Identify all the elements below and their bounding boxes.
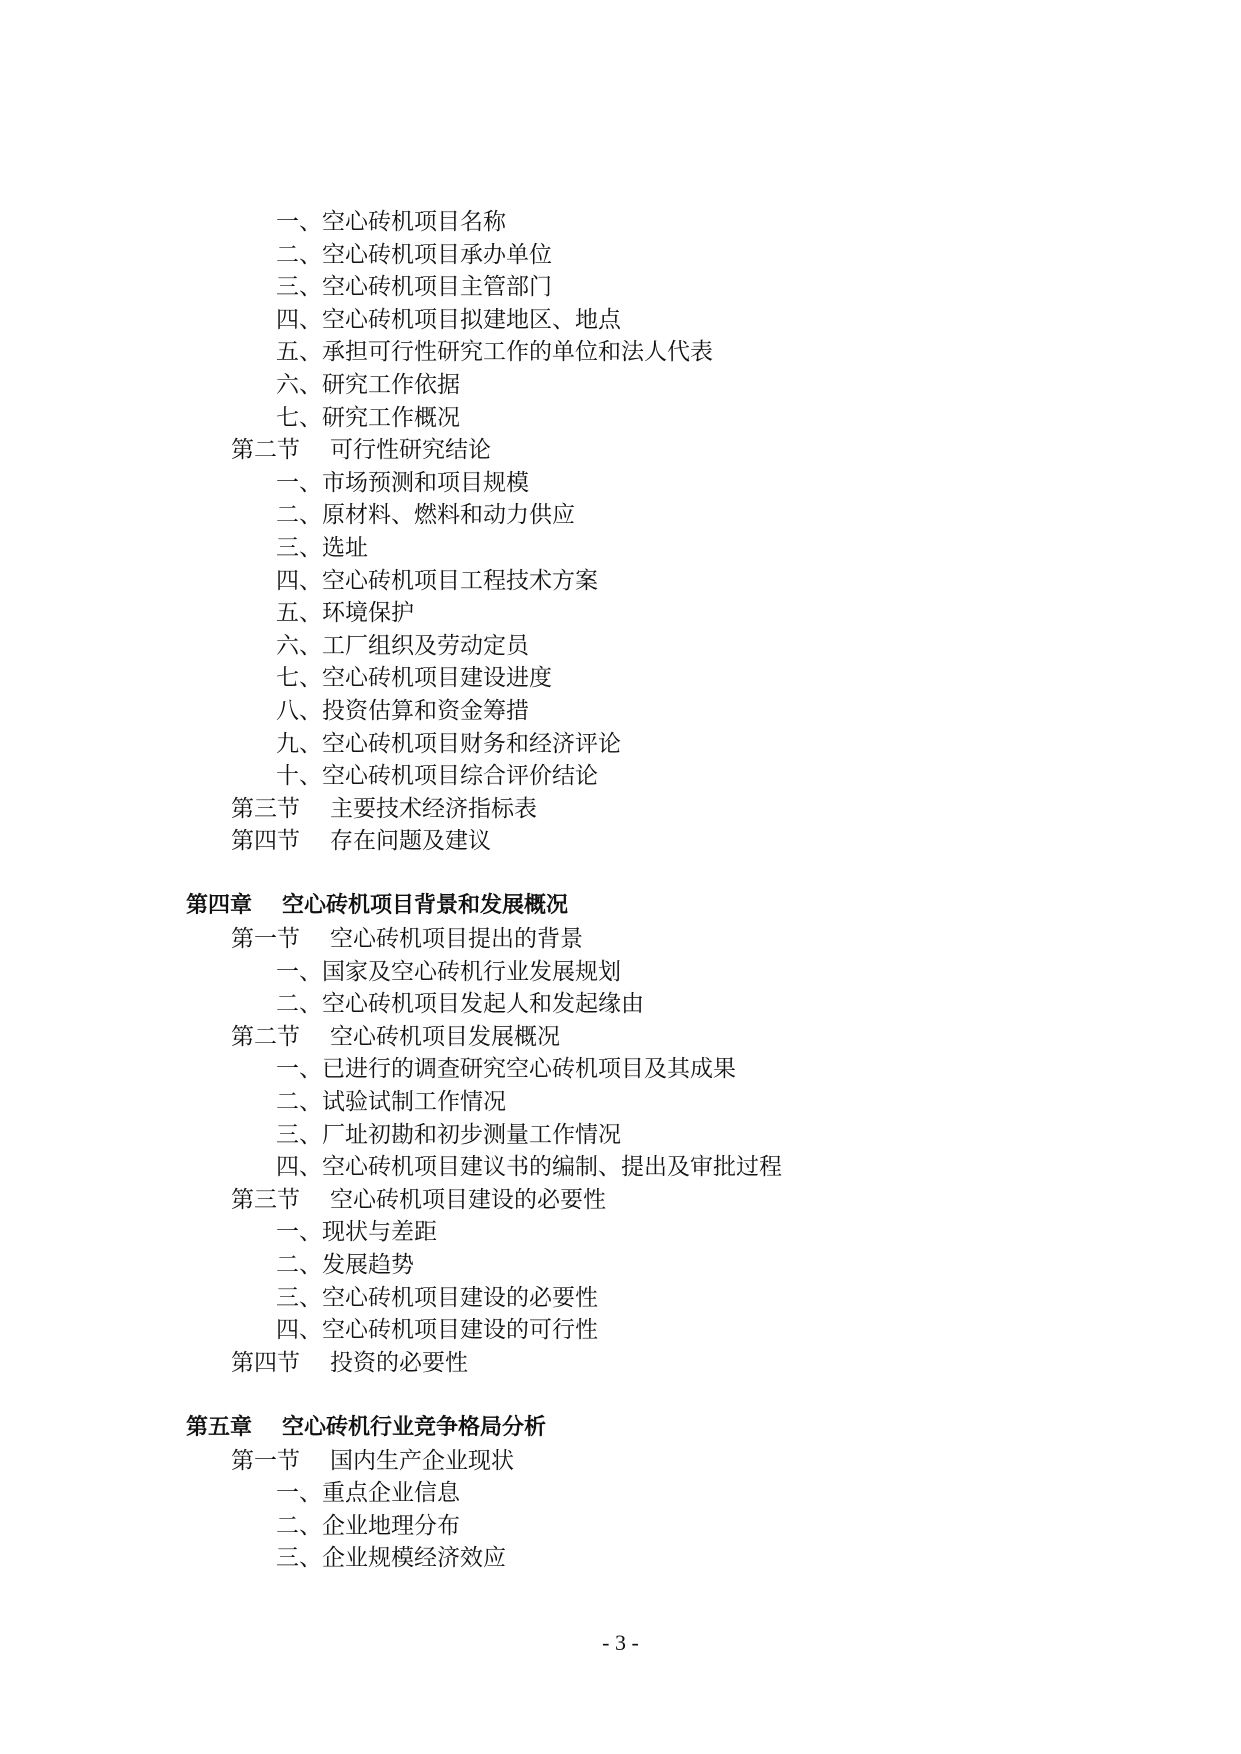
toc-item: 一、重点企业信息 [276,1480,460,1507]
toc-item: 三、企业规模经济效应 [276,1545,506,1572]
section-title: 国内生产企业现状 [330,1447,514,1474]
toc-chapter [186,1412,1146,1445]
toc-item: 四、空心砖机项目工程技术方案 [276,567,598,594]
spacer [186,858,1146,891]
section-label: 第一节 [231,926,300,953]
toc-item: 七、研究工作概况 [276,404,460,431]
toc-item: 一、现状与差距 [276,1219,437,1246]
toc-item: 五、环境保护 [276,600,414,627]
toc-item: 二、原材料、燃料和动力供应 [276,502,575,529]
spacer [186,1379,1146,1412]
toc-item: 一、国家及空心砖机行业发展规划 [276,958,621,985]
toc-item: 二、企业地理分布 [276,1512,460,1539]
chapter-label: 第五章 [186,1414,253,1440]
toc-item: 四、空心砖机项目建议书的编制、提出及审批过程 [276,1154,782,1181]
toc-item: 四、空心砖机项目建设的可行性 [276,1317,598,1344]
toc-item: 一、已进行的调查研究空心砖机项目及其成果 [276,1056,736,1083]
chapter-title: 空心砖机行业竞争格局分析 [282,1414,547,1440]
toc-section [186,1021,1146,1054]
section-title: 可行性研究结论 [330,437,491,464]
table-of-contents [186,206,1146,1575]
section-title: 主要技术经济指标表 [330,795,537,822]
section-title: 空心砖机项目建设的必要性 [330,1186,606,1213]
toc-item: 三、选址 [276,534,368,561]
toc-section [186,434,1146,467]
toc-item: 二、试验试制工作情况 [276,1089,506,1116]
toc-item: 九、空心砖机项目财务和经济评论 [276,730,621,757]
toc-chapter [186,890,1146,923]
toc-item: 一、空心砖机项目名称 [276,209,506,235]
section-title: 空心砖机项目提出的背景 [330,926,583,953]
toc-item: 二、发展趋势 [276,1252,414,1278]
toc-section [186,1184,1146,1217]
toc-item: 七、空心砖机项目建设进度 [276,665,552,692]
toc-item: 三、空心砖机项目建设的必要性 [276,1284,598,1311]
toc-item: 一、市场预测和项目规模 [276,469,529,496]
section-label: 第二节 [231,1023,300,1050]
section-label: 第二节 [231,437,300,464]
toc-section [186,825,1146,858]
toc-section [186,793,1146,826]
section-title: 存在问题及建议 [330,828,491,855]
toc-item: 八、投资估算和资金筹措 [276,697,529,724]
section-label: 第四节 [231,828,300,855]
section-label: 第四节 [231,1349,300,1376]
section-label: 第一节 [231,1447,300,1474]
toc-item: 六、研究工作依据 [276,371,460,398]
chapter-title: 空心砖机项目背景和发展概况 [282,893,569,919]
toc-item: 六、工厂组织及劳动定员 [276,632,529,659]
toc-section [186,923,1146,956]
section-label: 第三节 [231,795,300,822]
toc-item: 二、空心砖机项目发起人和发起缘由 [276,991,644,1018]
page-number: - 3 - [602,1630,639,1655]
toc-item: 二、空心砖机项目承办单位 [276,241,552,268]
toc-item: 五、承担可行性研究工作的单位和法人代表 [276,339,713,366]
section-title: 投资的必要性 [330,1349,468,1376]
chapter-label: 第四章 [186,893,253,919]
toc-item: 十、空心砖机项目综合评价结论 [276,763,598,790]
toc-section [186,1445,1146,1478]
toc-item: 三、厂址初勘和初步测量工作情况 [276,1121,621,1148]
section-label: 第三节 [231,1186,300,1213]
section-title: 空心砖机项目发展概况 [330,1023,560,1050]
toc-section [186,1347,1146,1380]
toc-item: 三、空心砖机项目主管部门 [276,274,552,301]
toc-item: 四、空心砖机项目拟建地区、地点 [276,306,621,333]
